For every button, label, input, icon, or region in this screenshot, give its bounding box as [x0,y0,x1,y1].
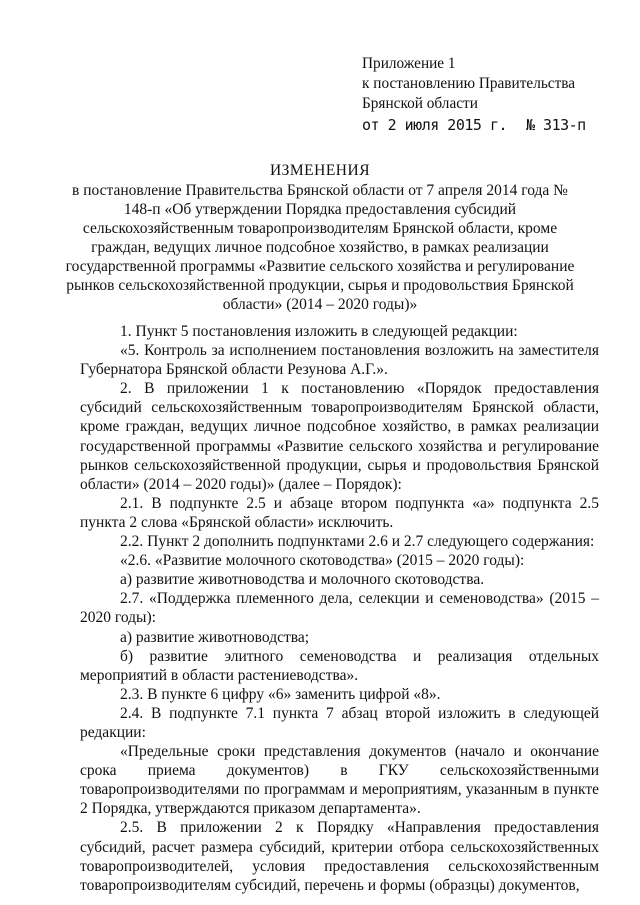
paragraph: 2.2. Пункт 2 дополнить подпунктами 2.6 и 2.7 следующего содержания: [120,533,595,551]
paragraph: «Предельные сроки представления документов (начало и окончание срока приема документов) в ГКУ сельскохозяйственными товаропроизводителями по программам и мероприятиям, указанным в пункте 2 Порядка, утверждаются приказом департамента». [80,743,599,818]
paragraph: «5. Контроль за исполнением постановления возложить на заместителя Губернатора Брянской области Резунова А.Г.». [80,342,599,379]
paragraph: 1. Пункт 5 постановления изложить в следующей редакции: [120,323,518,340]
title-subtitle: в постановление Правительства Брянской области от 7 апреля 2014 года № 148-п «Об утверждении Порядка предоставления субсидий сельскохозяйственным товаропроизводителям Брянской области, кроме граждан, ведущих личное подсобное хозяйство, в рамках реализации государственной программы «Развитие сельского хозяйства и регулирование рынков сельскохозяйственной продукции, сырья и продовольствия Брянской области» (2014 – 2020 годы)» [65,182,575,313]
paragraph: 2. В приложении 1 к постановлению «Порядок предоставления субсидий сельскохозяйственным товаропроизводителям Брянской области, кроме граждан, ведущих личное подсобное хозяйство, в рамках реализации государственной программы «Развитие сельского хозяйства и регулирование рынков сельскохозяйственной продукции, сырья и продовольствия Брянской области» (2014 – 2020 годы)» (далее – Порядок): [80,380,599,493]
paragraph: 2.4. В подпункте 7.1 пункта 7 абзац второй изложить в следующей редакции: [80,704,599,741]
appendix-line-3: Брянской области [362,95,478,112]
appendix-number: № 313-п [526,116,586,134]
appendix-header [362,54,575,114]
paragraph: а) развитие животноводства; [120,628,310,646]
title-heading: ИЗМЕНЕНИЯ [269,162,371,179]
appendix-line-1: Приложение 1 [362,55,456,72]
paragraph: 2.3. В пункте 6 цифру «6» заменить цифрой «8». [120,685,441,703]
paragraph: 2.1. В подпункте 2.5 и абзаце втором подпункта «а» подпункта 2.5 пункта 2 слова «Брянской области» исключить. [80,494,599,531]
paragraph: 2.7. «Поддержка племенного дела, селекции и семеноводства» (2015 – 2020 годы): [80,590,599,627]
paragraph: б) развитие элитного семеноводства и реализация отдельных мероприятий в области растениеводства». [80,647,599,684]
paragraph: «2.6. «Развитие молочного скотоводства» (2015 – 2020 годы): [120,552,525,570]
date-number-stamp [362,116,586,134]
appendix-date: от 2 июля 2015 г. [362,116,508,134]
paragraph: 2.5. В приложении 2 к Порядку «Направления предоставления субсидий, расчет размера субсидий, критерии отбора сельскохозяйственных товаропроизводителей, условия предоставления сельскохозяйственным товаропроизводителям субсидий, перечень и формы (образцы) документов, [80,819,599,894]
document-body [80,322,599,895]
document-title [0,161,640,314]
appendix-line-2: к постановлению Правительства [362,75,576,92]
paragraph: а) развитие животноводства и молочного скотоводства. [120,571,485,589]
